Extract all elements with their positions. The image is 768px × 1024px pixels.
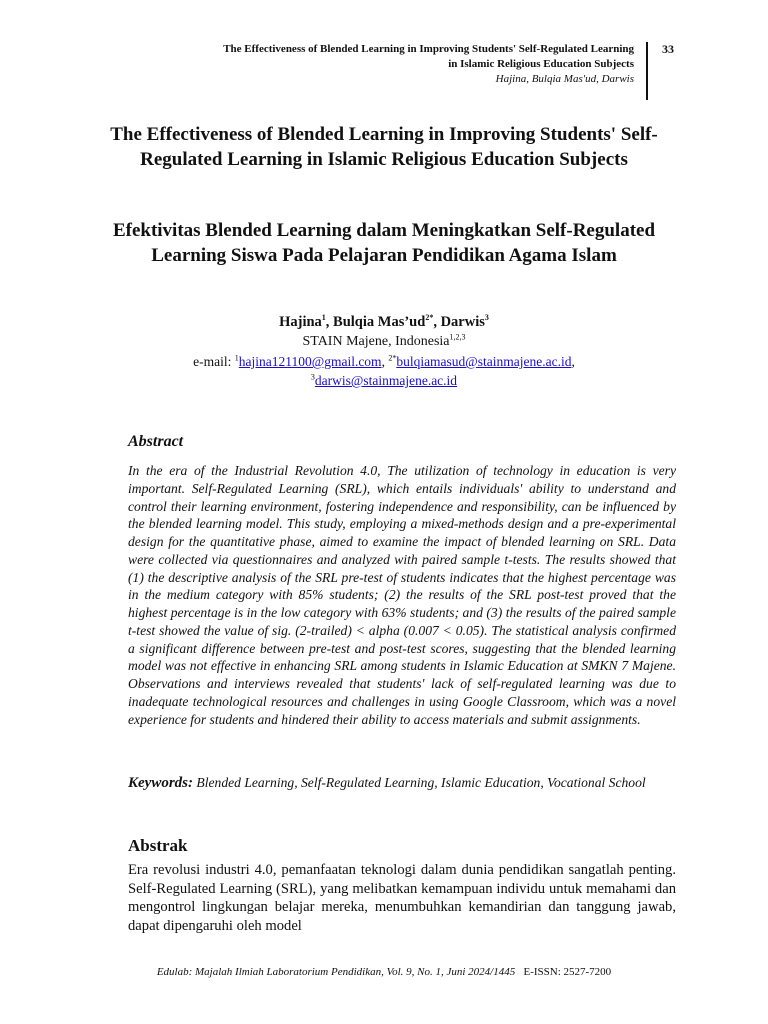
author-name: Darwis: [440, 314, 485, 330]
abstrak-body: Era revolusi industri 4.0, pemanfaatan teknologi dalam dunia pendidikan sangatlah penting. Self-Regulated Learning (SRL), yang melibatkan kemampuan individu untuk memahami dan mengontrol lingkungan belajar mereka, menumbuhkan kemandirian dan tanggung jawab, dapat dipengaruhi oleh model: [128, 862, 676, 935]
running-header: [74, 42, 634, 87]
keywords: [128, 774, 676, 792]
author-superscript: 1: [321, 313, 326, 323]
email-superscript: 1: [234, 353, 239, 363]
paper-title-english: The Effectiveness of Blended Learning in Improving Students' Self-Regulated Learning in Islamic Religious Education Subjects: [110, 124, 658, 170]
email-label: e-mail:: [193, 354, 235, 369]
author-superscript: 2*: [425, 313, 434, 323]
keywords-text: Blended Learning, Self-Regulated Learning, Islamic Education, Vocational School: [196, 775, 646, 790]
email-superscript: 2*: [388, 353, 397, 363]
email-link-hajina[interactable]: hajina121100@gmail.com: [238, 354, 382, 369]
running-header-title-line2: in Islamic Religious Education Subjects: [448, 58, 634, 70]
affiliation-superscript: 1,2,3: [449, 332, 466, 342]
author-name: Hajina: [279, 314, 322, 330]
affiliation-name: STAIN Majene, Indonesia: [302, 334, 450, 349]
running-header-authors: Hajina, Bulqia Mas'ud, Darwis: [495, 73, 634, 85]
email-line: e-mail: $^1$hajina121100@gmail.com, $^{2*}$bulqiamasud@stainmajene.ac.id,: [193, 353, 575, 369]
keywords-label: Keywords:: [128, 775, 193, 791]
footer-journal: Edulab: Majalah Ilmiah Laboratorium Pendidikan, Vol. 9, No. 1, Juni 2024/1445: [156, 966, 516, 978]
email-link-darwis[interactable]: darwis@stainmajene.ac.id: [314, 373, 458, 388]
email-superscript: 3: [310, 372, 315, 382]
author-name: Bulqia Mas’ud: [333, 314, 426, 330]
author-superscript: 3: [484, 313, 489, 323]
author-list: Hajina$^1$, Bulqia $Mas’ud^{2*}$, Darwis$^3$: [279, 313, 489, 330]
affiliation: [100, 333, 668, 351]
page-number: 33: [662, 42, 674, 56]
header-divider: [646, 42, 648, 100]
running-header-title-line1: The Effectiveness of Blended Learning in Improving Students' Self-Regulated Learning: [223, 43, 634, 55]
paper-title-indonesian: Efektivitas Blended Learning dalam Meningkatkan Self-Regulated Learning Siswa Pada Pelajaran Pendidikan Agama Islam: [112, 220, 656, 266]
abstract-heading: Abstract: [128, 433, 184, 450]
email-link-bulqia[interactable]: bulqiamasud@stainmajene.ac.id: [396, 354, 572, 369]
page-footer: [100, 966, 668, 978]
abstrak-heading: Abstrak: [128, 836, 188, 855]
email-line: [100, 372, 668, 390]
abstract-body: In the era of the Industrial Revolution 4.0, The utilization of technology in education is very important. Self-Regulated Learning (SRL), which entails individuals' ability to understand and control their learning environment, fostering independence and responsibility, can be influenced by the blended learning model. This study, employing a mixed-methods design and a pre-experimental design for the quantitative phase, aimed to examine the impact of blended learning on SRL. Data were collected via questionnaires and analyzed with paired sample t-tests. The results showed that (1) the descriptive analysis of the SRL pre-test of students indicates that the highest percentage was in the medium category with 85% students; (2) the results of the SRL post-test proved that the highest percentage is in the low category with 63% students; and (3) the results of the paired sample t-test showed the value of sig. (2-trailed) < alpha (0.007 < 0.05). The statistical analysis confirmed a significant difference between pre-test and post-test scores, suggesting that the blended learning model was not effective in enhancing SRL among students in Islamic Education at SMKN 7 Majene. Observations and interviews revealed that students' lack of self-regulated learning was due to inadequate technological resources and challenges in using Google Classroom, which was a novel experience for students and hindered their ability to access materials and submit assignments.: [128, 463, 676, 727]
footer-issn: E-ISSN: 2527-7200: [523, 966, 612, 978]
